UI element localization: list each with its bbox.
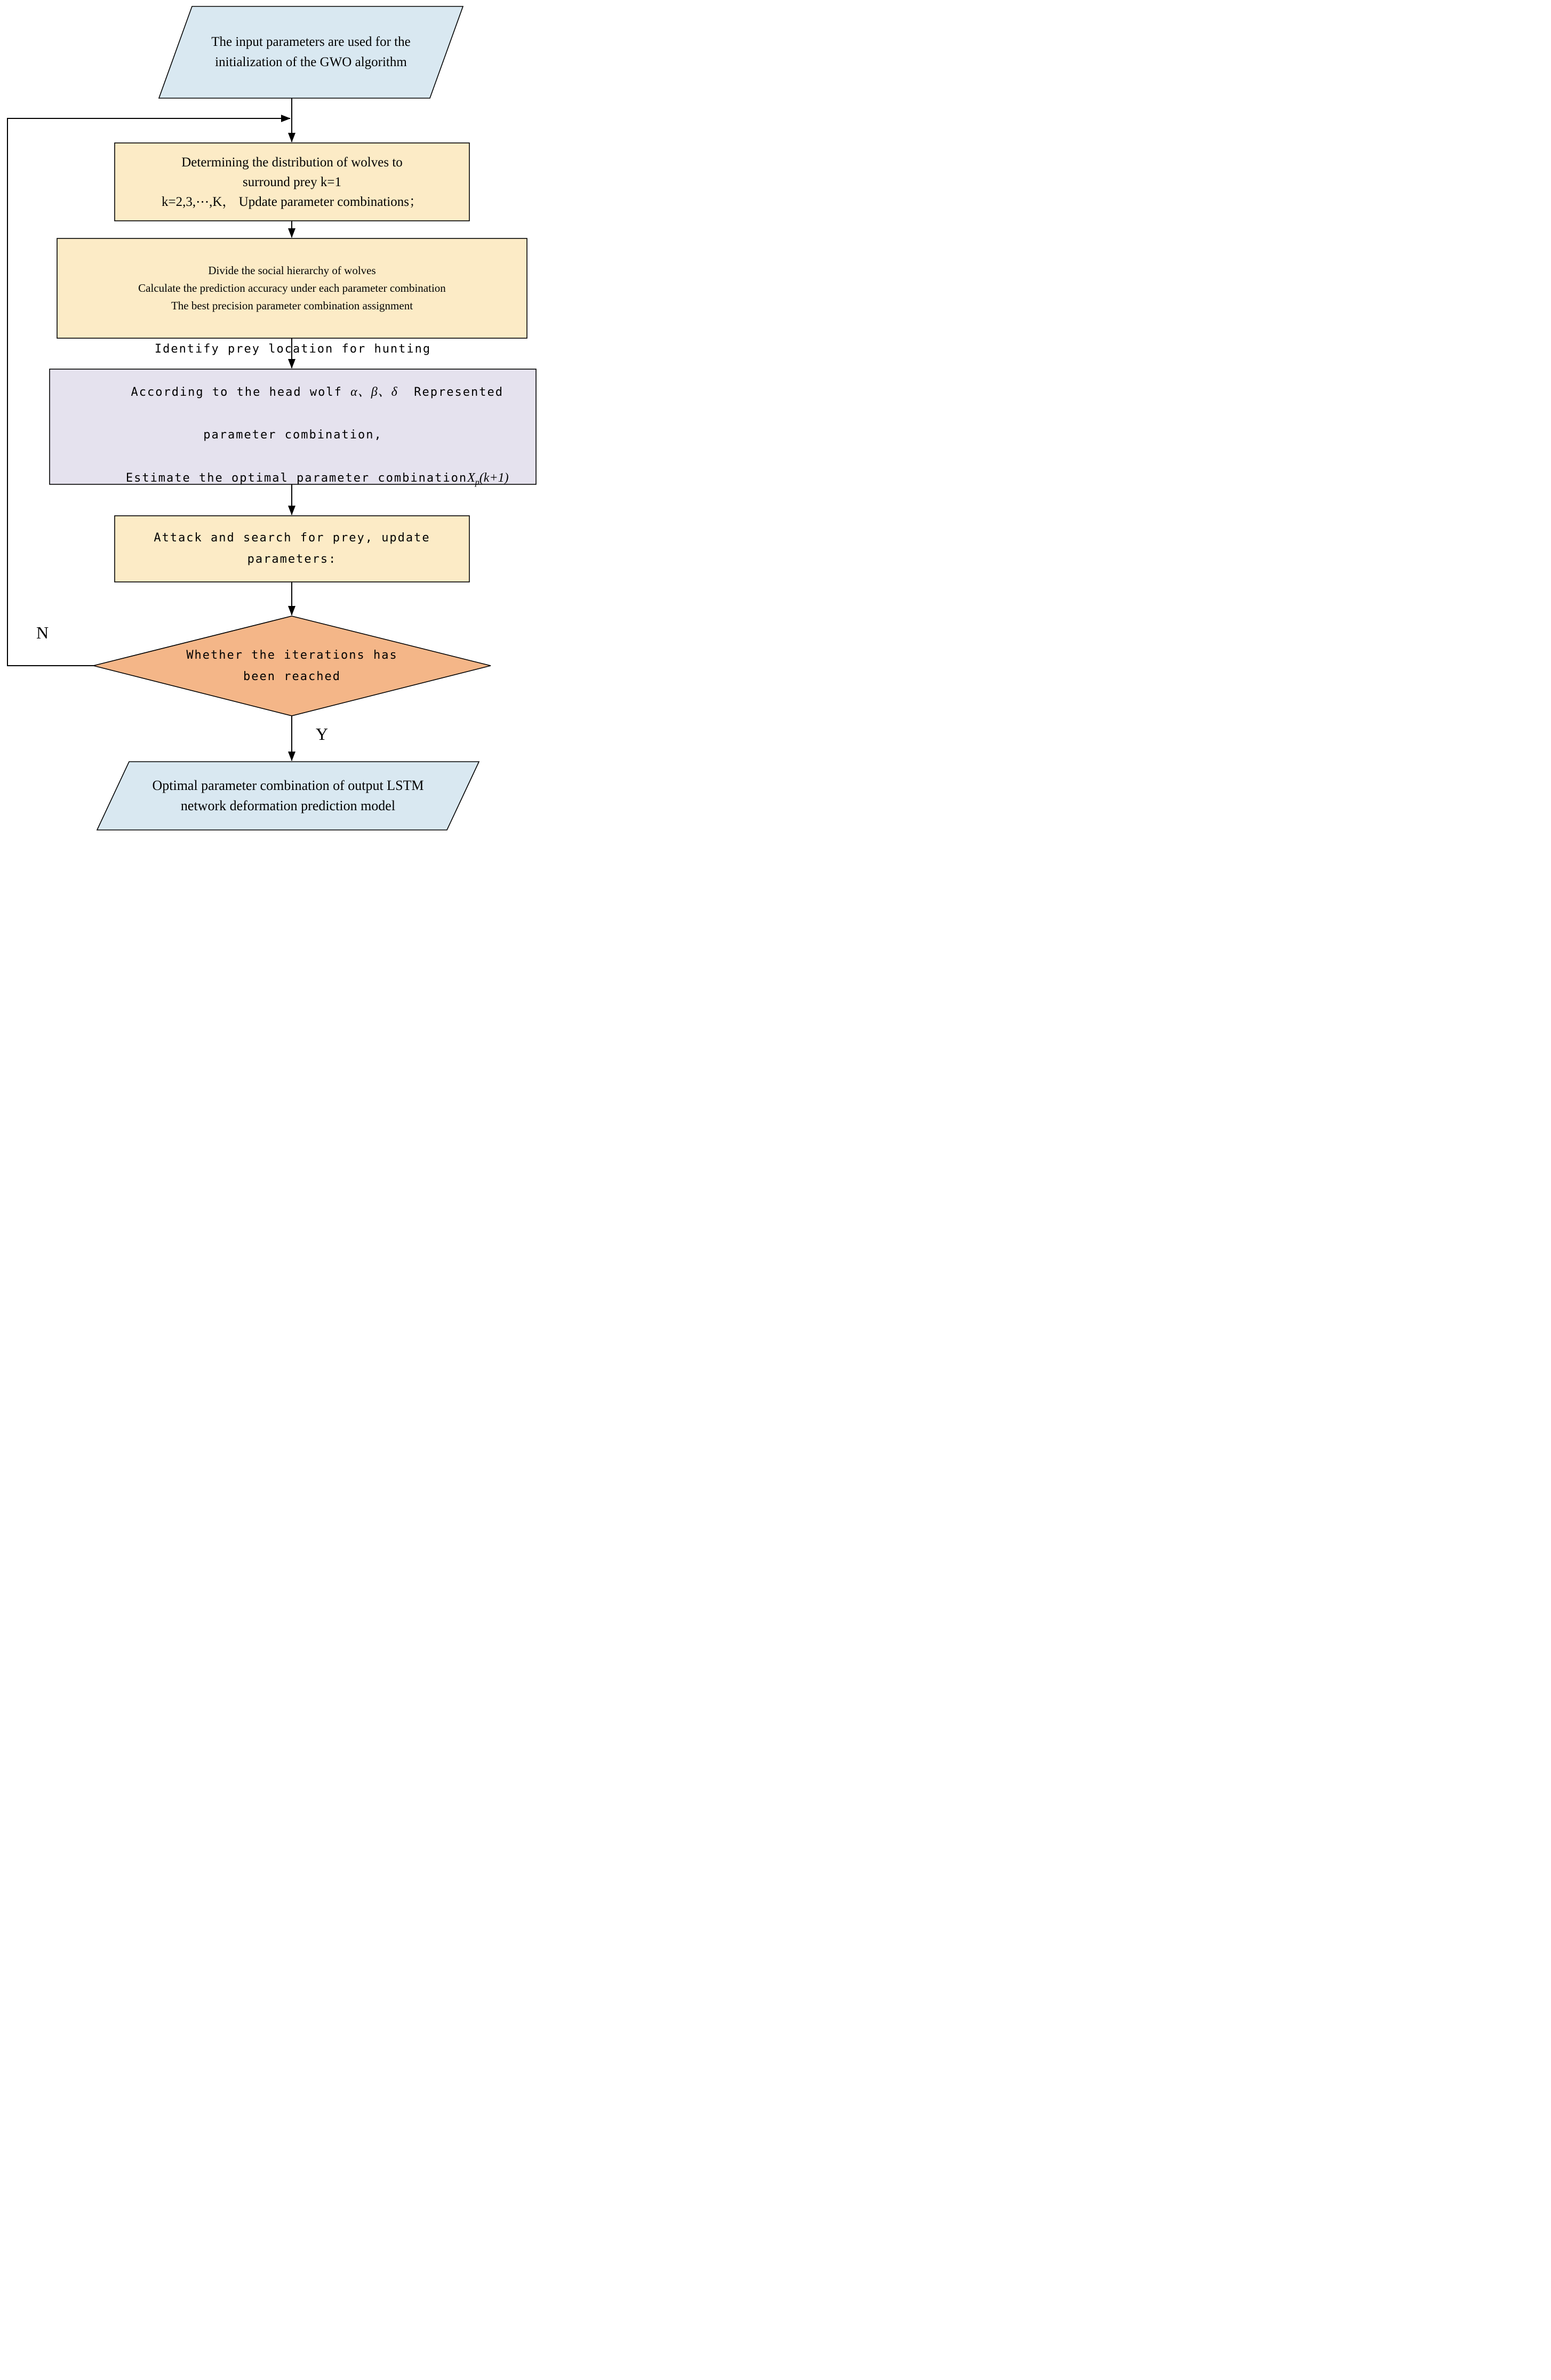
alpha-beta-delta-symbols: α、β、δ bbox=[350, 385, 398, 399]
hunt-text bbox=[50, 342, 536, 487]
hierarchy-line-2: Calculate the prediction accuracy under each parameter combination bbox=[138, 282, 446, 294]
attack-line-1: Attack and search for prey, update bbox=[154, 531, 430, 545]
hunt-line-4 bbox=[77, 446, 508, 515]
decision-line-1: Whether the iterations has bbox=[186, 648, 398, 662]
distribute-text bbox=[115, 143, 469, 221]
decision-text bbox=[93, 616, 491, 716]
flowchart bbox=[0, 0, 546, 838]
end-text bbox=[97, 762, 479, 830]
distribute-line-2: surround prey k=1 bbox=[243, 174, 341, 189]
distribute-line-3: k=2,3,⋯,K， Update parameter combinations； bbox=[162, 194, 422, 209]
hunt-line-3: parameter combination, bbox=[203, 428, 382, 442]
hierarchy-text bbox=[57, 238, 527, 338]
math-k-plus-one: (k+1) bbox=[479, 471, 509, 485]
hunt-line-2-text: According to the head wolf bbox=[131, 386, 351, 399]
yes-branch-label: Y bbox=[316, 724, 329, 744]
hunt-line-4-text: Estimate the optimal parameter combination bbox=[125, 472, 468, 485]
no-branch-label: N bbox=[36, 623, 49, 642]
end-line-1: Optimal parameter combination of output LSTM bbox=[152, 778, 424, 793]
start-text bbox=[159, 6, 463, 98]
hunt-line-2 bbox=[82, 360, 503, 425]
start-line-1: The input parameters are used for the bbox=[211, 35, 411, 49]
distribute-line-1: Determining the distribution of wolves to bbox=[181, 155, 403, 170]
hierarchy-line-3: The best precision parameter combination assignment bbox=[171, 299, 413, 312]
attack-text bbox=[115, 516, 469, 582]
end-line-2: network deformation prediction model bbox=[180, 798, 396, 813]
decision-line-2: been reached bbox=[243, 669, 341, 683]
math-subscript-p: p bbox=[475, 478, 479, 487]
start-line-2: initialization of the GWO algorithm bbox=[215, 55, 407, 69]
math-variable-x: X bbox=[467, 471, 475, 485]
hunt-line-1: Identify prey location for hunting bbox=[154, 342, 431, 356]
hierarchy-line-1: Divide the social hierarchy of wolves bbox=[208, 264, 376, 277]
attack-line-2: parameters: bbox=[247, 553, 337, 566]
hunt-line-2-tail: Represented bbox=[397, 386, 503, 399]
